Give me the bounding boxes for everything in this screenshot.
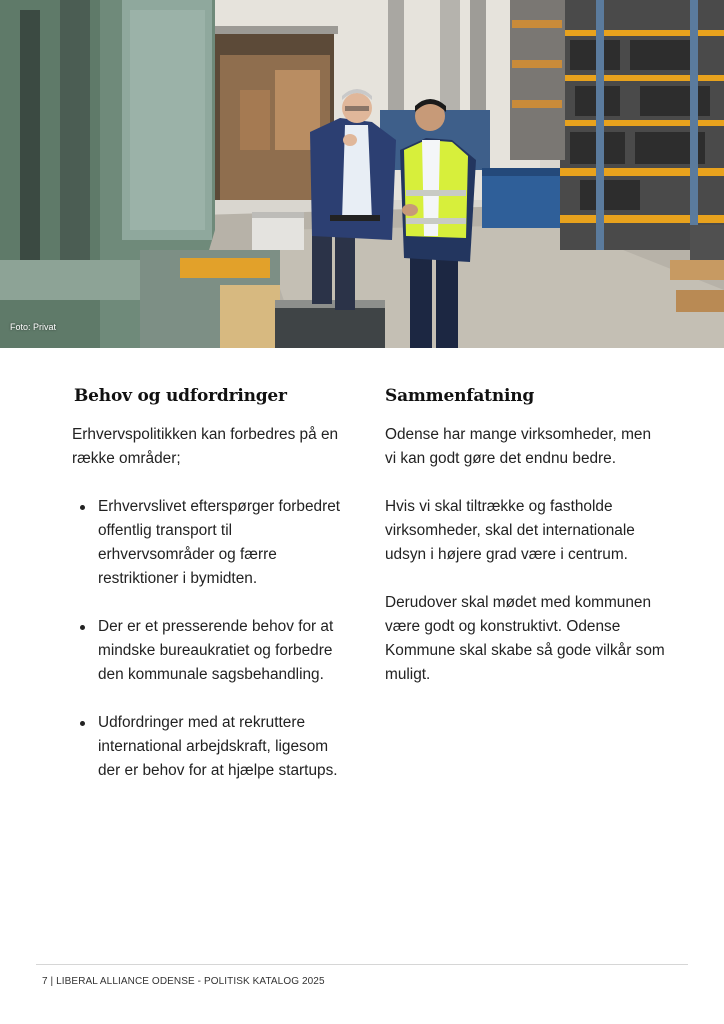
bullet-icon	[80, 625, 85, 630]
page-footer: 7 | LIBERAL ALLIANCE ODENSE - POLITISK KATALOG 2025	[42, 976, 325, 987]
summary-heading: Sammenfatning	[385, 386, 535, 406]
needs-intro: Erhvervspolitikken kan forbedres på en række områder;	[72, 426, 339, 467]
factory-photo	[0, 0, 724, 348]
list-item-text: Erhvervslivet efterspørger forbedret offentlig transport til erhvervsområder og færre restriktioner i bymidten.	[98, 498, 341, 587]
list-item	[72, 495, 344, 591]
list-item	[72, 711, 344, 783]
bullet-icon	[80, 505, 85, 510]
list-item	[72, 615, 344, 687]
needs-and-challenges-column	[72, 386, 344, 783]
bullet-icon	[80, 721, 85, 726]
list-item-text: Der er et presserende behov for at mindske bureaukratiet og forbedre den kommunale sagsbehandling.	[98, 618, 334, 683]
needs-list	[72, 495, 344, 783]
summary-column	[385, 386, 665, 687]
needs-heading: Behov og udfordringer	[74, 386, 287, 406]
summary-paragraph: Derudover skal mødet med kommunen være godt og konstruktivt. Odense Kommune skal skabe så gode vilkår som muligt.	[385, 594, 665, 683]
footer-divider	[36, 964, 688, 965]
summary-paragraph: Hvis vi skal tiltrække og fastholde virksomheder, skal det internationale udsyn i højere grad være i centrum.	[385, 498, 635, 563]
photo-credit: Foto: Privat	[10, 322, 57, 332]
summary-paragraph: Odense har mange virksomheder, men vi kan godt gøre det endnu bedre.	[385, 426, 652, 467]
list-item-text: Udfordringer med at rekruttere international arbejdskraft, ligesom der er behov for at hjælpe startups.	[98, 714, 338, 779]
